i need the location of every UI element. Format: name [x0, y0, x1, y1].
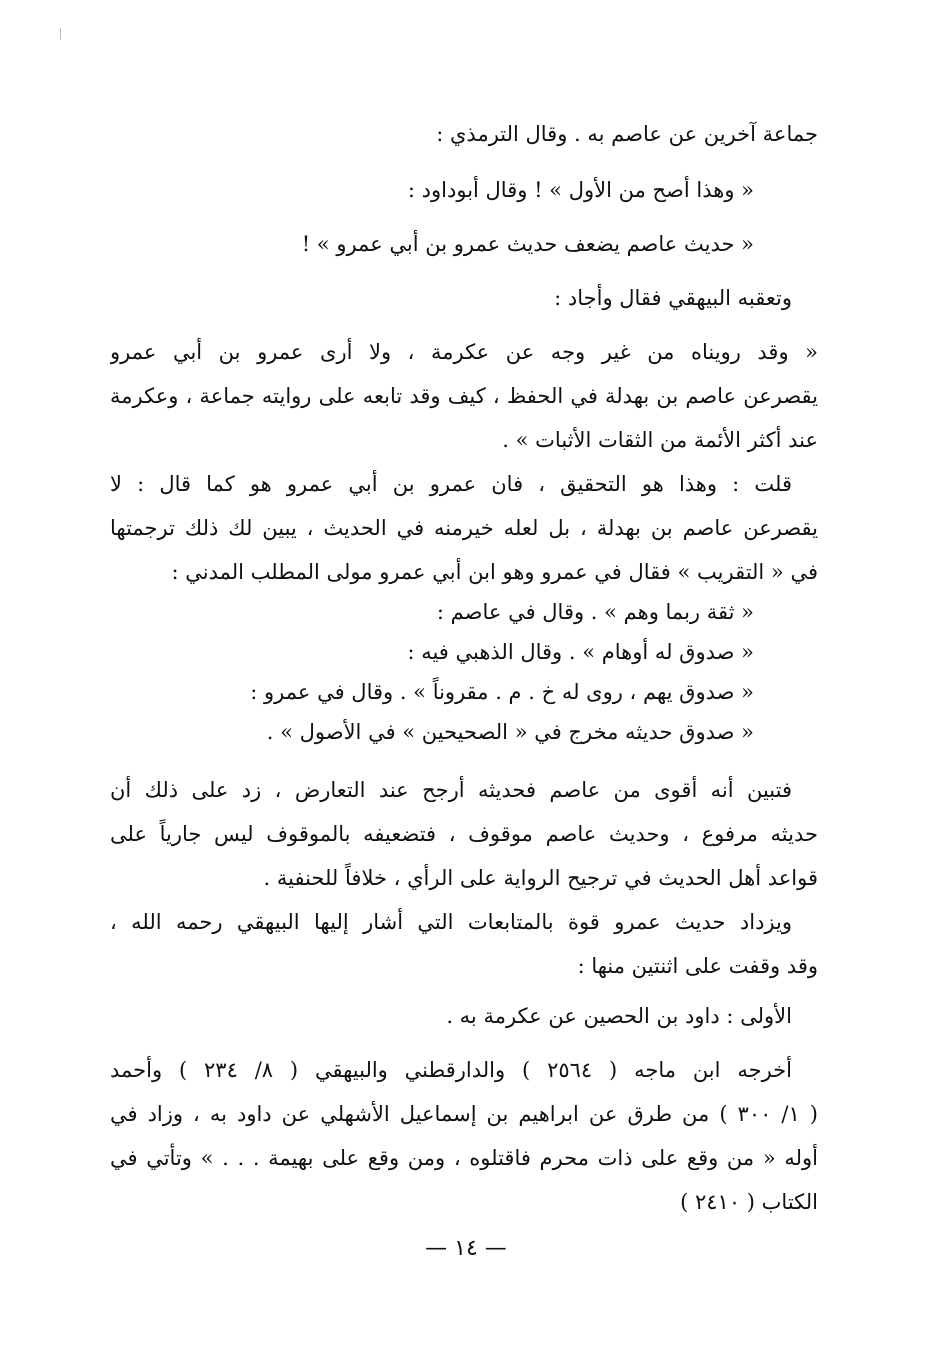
text-line: يقصرعن عاصم بن بهدلة في الحفظ ، كيف وقد تابعه على روايته جماعة ، وعكرمة	[110, 384, 818, 408]
text-line: الكتاب ( ٢٤١٠ )	[680, 1190, 818, 1214]
page-number: — ١٤ —	[425, 1236, 507, 1261]
text-line: وقد وقفت على اثنتين منها :	[577, 954, 818, 978]
paragraph-intro	[110, 112, 818, 156]
text-line: قواعد أهل الحديث في ترجيح الرواية على الرأي ، خلافاً للحنفية .	[263, 866, 818, 890]
paragraph-analysis	[110, 462, 818, 594]
paragraph-takhrij	[110, 1048, 818, 1224]
paragraph-bayhaqi-intro	[110, 276, 818, 320]
text-line: يقصرعن عاصم بن بهدلة ، بل لعله خيرمنه في الحديث ، يبين لك ذلك ترجمتها	[110, 516, 818, 540]
quote-abu-dawud	[110, 222, 818, 266]
text-line: وتعقبه البيهقي فقال وأجاد :	[554, 286, 792, 310]
paragraph-supporting-narrations	[110, 900, 818, 988]
text-line: جماعة آخرين عن عاصم به . وقال الترمذي :	[436, 122, 818, 146]
text-line: « صدوق يهم ، روى له خ . م . مقروناً » . وقال في عمرو :	[250, 680, 754, 704]
text-line: « حديث عاصم يضعف حديث عمرو بن أبي عمرو » !	[301, 232, 754, 256]
paragraph-conclusion	[110, 768, 818, 900]
text-line: « صدوق حديثه مخرج في « الصحيحين » في الأصول » .	[266, 720, 754, 744]
text-line: فتبين أنه أقوى من عاصم فحديثه أرجح عند التعارض ، زد على ذلك أن	[110, 778, 792, 802]
quote-tirmidhi	[110, 168, 818, 212]
text-line: قلت : وهذا هو التحقيق ، فان عمرو بن أبي عمرو هو كما قال : لا	[110, 472, 792, 496]
scan-margin-mark	[60, 28, 61, 40]
text-line: حديثه مرفوع ، وحديث عاصم موقوف ، فتضعيفه بالموقوف ليس جارياً على	[110, 822, 818, 846]
text-line: ويزداد حديث عمرو قوة بالمتابعات التي أشار إليها البيهقي رحمه الله ،	[110, 910, 792, 934]
quote-bayhaqi	[110, 330, 818, 462]
text-line: « ثقة ربما وهم » . وقال في عاصم :	[436, 600, 754, 624]
quote-taqrib	[110, 592, 818, 752]
text-line: « صدوق له أوهام » . وقال الذهبي فيه :	[407, 640, 754, 664]
text-line: « وقد رويناه من غير وجه عن عكرمة ، ولا أرى عمرو بن أبي عمرو	[110, 340, 818, 364]
text-line: أخرجه ابن ماجه ( ٢٥٦٤ ) والدارقطني والبيهقي ( ٨/ ٢٣٤ ) وأحمد	[110, 1058, 792, 1082]
text-line: « وهذا أصح من الأول » ! وقال أبوداود :	[407, 178, 754, 202]
text-line: في « التقريب » فقال في عمرو وهو ابن أبي عمرو مولى المطلب المدني :	[171, 560, 818, 584]
text-line: ( ١/ ٣٠٠ ) من طرق عن ابراهيم بن إسماعيل الأشهلي عن داود به ، وزاد في	[110, 1102, 818, 1126]
text-line: أوله « من وقع على ذات محرم فاقتلوه ، ومن وقع على بهيمة . . . » وتأتي في	[110, 1146, 818, 1170]
text-line: عند أكثر الأئمة من الثقات الأثبات » .	[502, 428, 818, 452]
paragraph-first-narration	[110, 994, 818, 1038]
text-line: الأولى : داود بن الحصين عن عكرمة به .	[446, 1004, 792, 1028]
